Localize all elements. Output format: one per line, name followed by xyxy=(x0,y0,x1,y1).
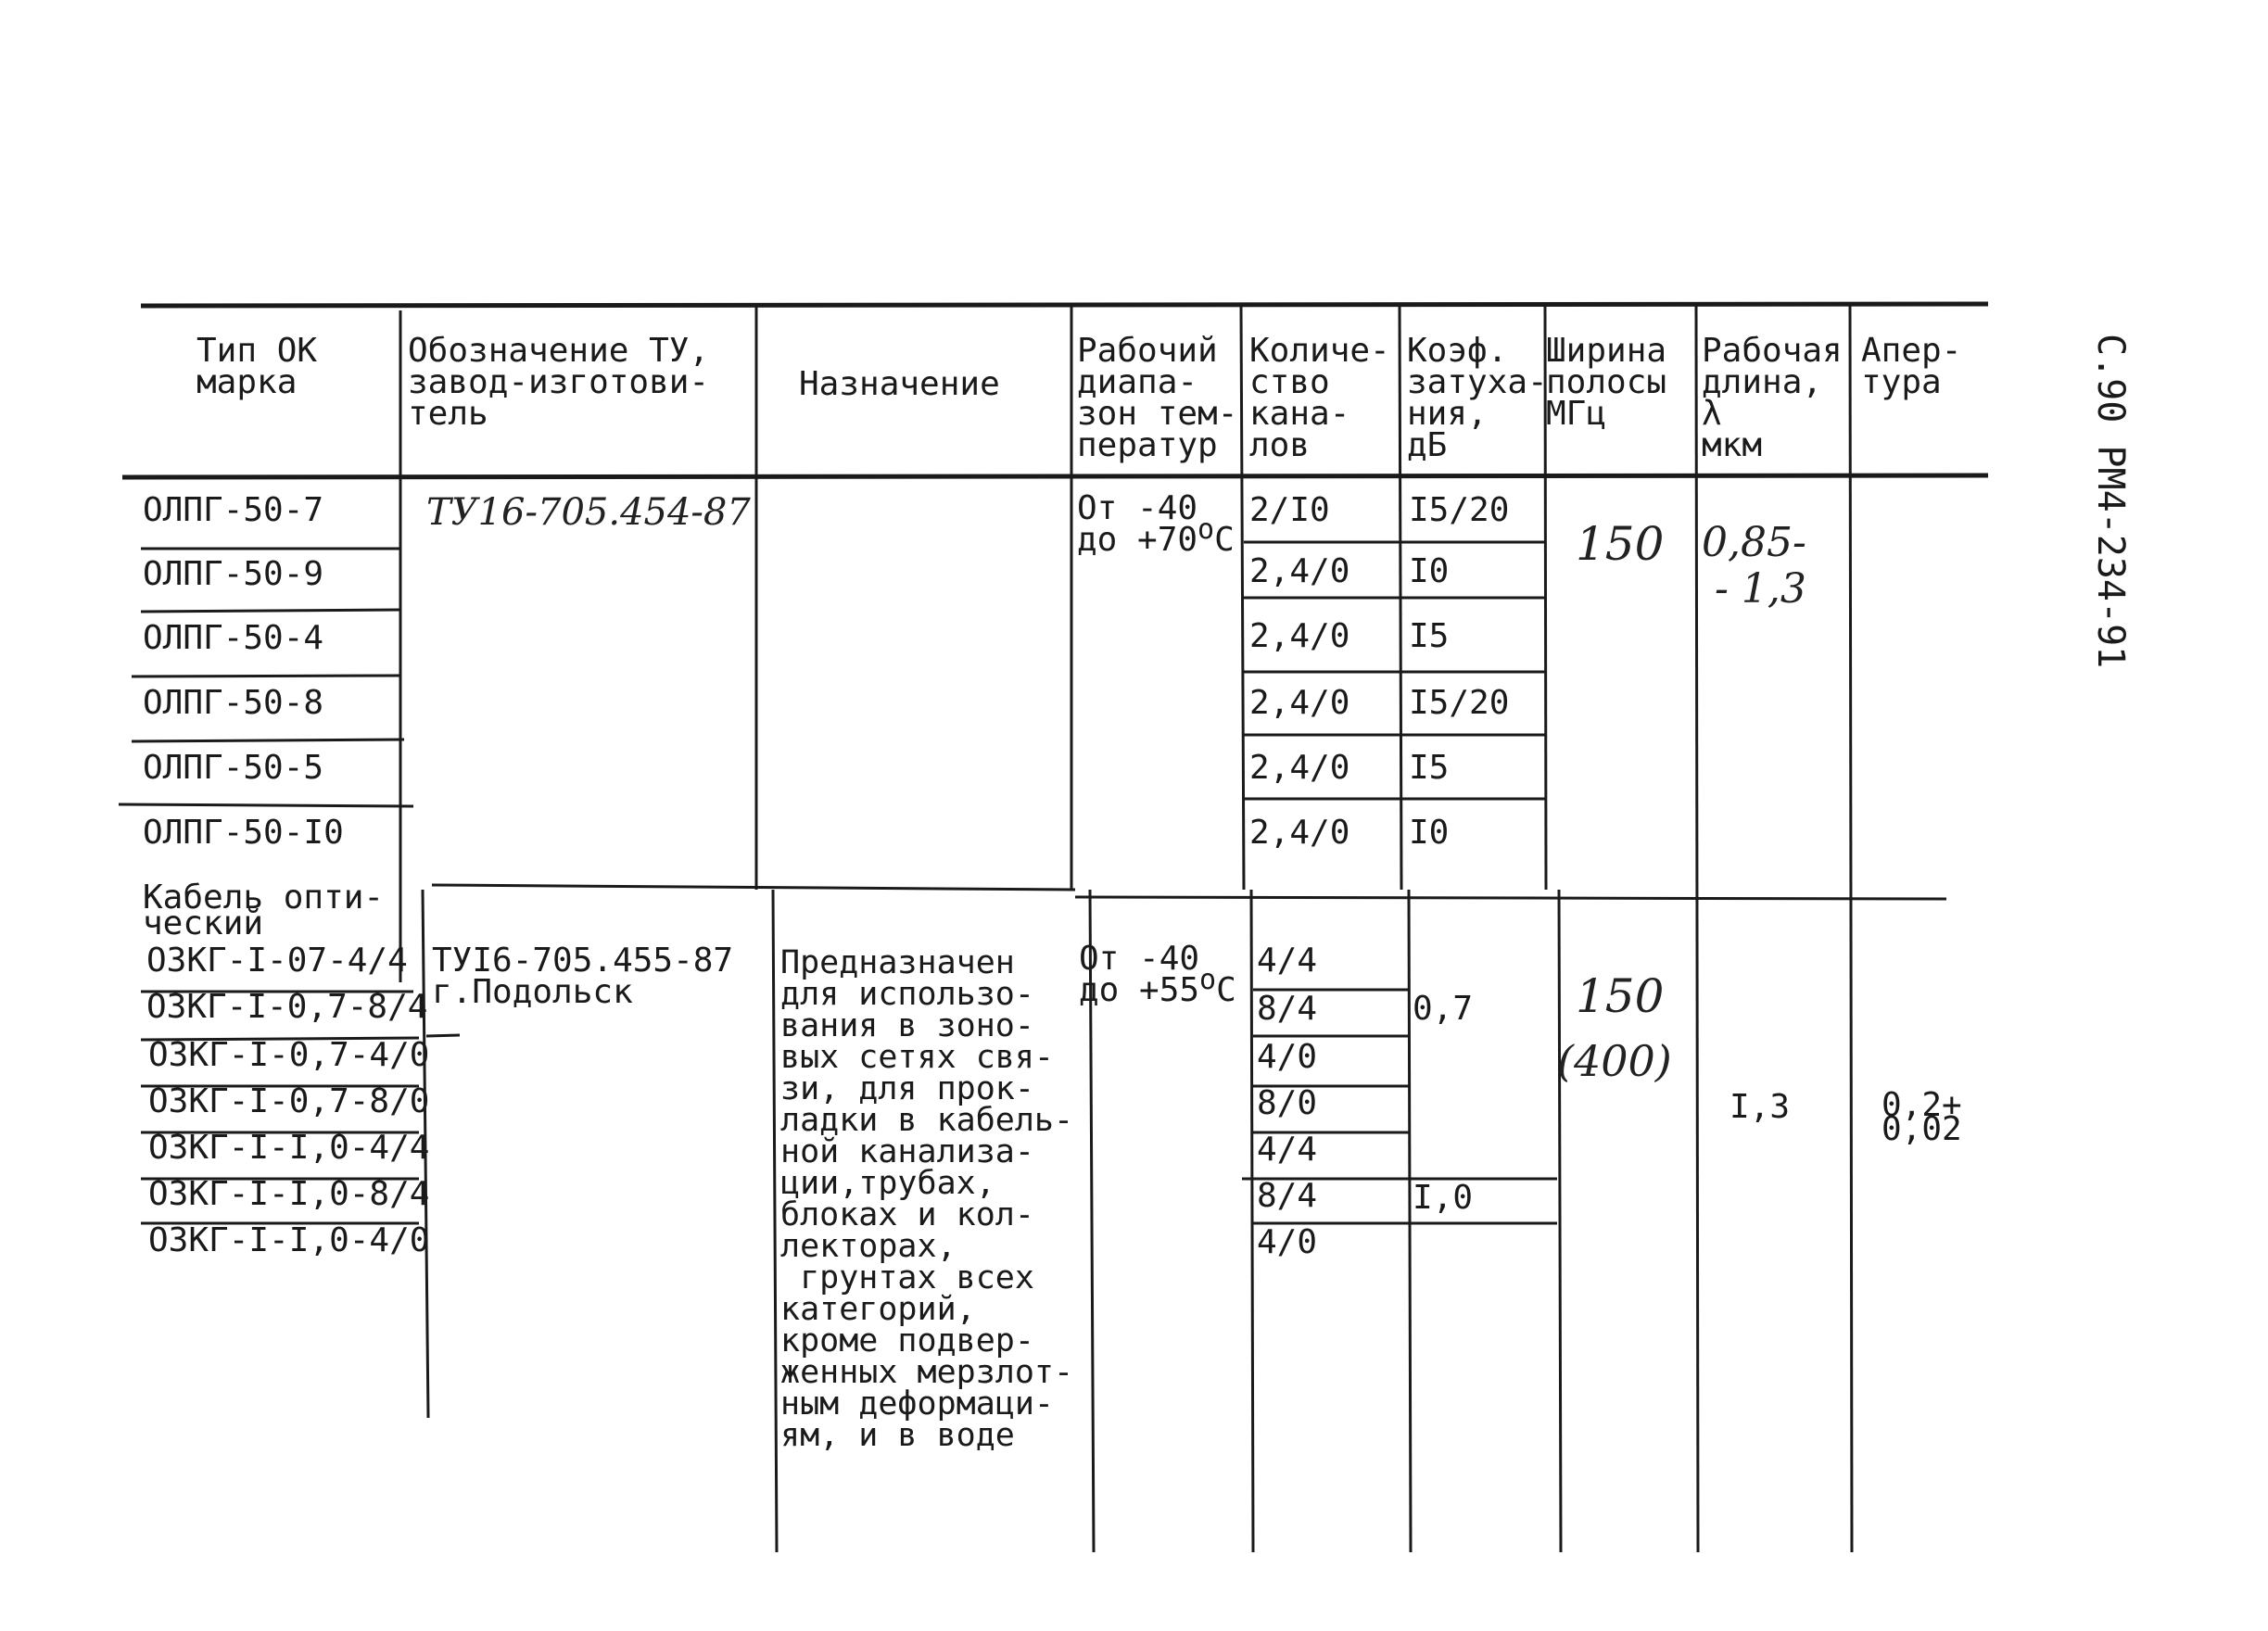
g2-aperture: 0,2+ 0,02 xyxy=(1882,1086,1962,1148)
g1-type-3: ОЛПГ-50-4 xyxy=(143,619,324,657)
g1-channels-3: 2,4/0 xyxy=(1249,617,1350,655)
g2-atten-2: I,0 xyxy=(1413,1179,1474,1217)
g1-atten-6: I0 xyxy=(1409,814,1450,852)
g2-channels-4: 8/0 xyxy=(1257,1084,1318,1122)
header-wavelength: Рабочая длина, λ мкм xyxy=(1702,332,1843,464)
g2-type-4: ОЗКГ-I-0,7-8/0 xyxy=(148,1082,430,1120)
g2-type-7: ОЗКГ-I-I,0-4/0 xyxy=(148,1221,430,1259)
g1-atten-2: I0 xyxy=(1409,552,1450,590)
g1-type-4: ОЛПГ-50-8 xyxy=(143,684,324,722)
g1-channels-5: 2,4/0 xyxy=(1249,749,1350,787)
g1-atten-1: I5/20 xyxy=(1409,491,1510,529)
g2-temp-line1: От -40 xyxy=(1079,940,1200,978)
g2-channels-7: 4/0 xyxy=(1257,1223,1318,1261)
g2-bandwidth-handwritten: 150 xyxy=(1576,969,1665,1023)
header-purpose: Назначение xyxy=(799,365,1000,403)
g2-channels-3: 4/0 xyxy=(1257,1038,1318,1076)
g2-temp-degree: о xyxy=(1199,964,1217,996)
g2-channels-6: 8/4 xyxy=(1257,1177,1318,1215)
g2-type-3: ОЗКГ-I-0,7-4/0 xyxy=(148,1036,430,1074)
g2-channels-2: 8/4 xyxy=(1257,990,1318,1028)
g2-atten-1: 0,7 xyxy=(1413,990,1474,1028)
g1-type-2: ОЛПГ-50-9 xyxy=(143,555,324,593)
g1-tu-handwritten: ТУ16-705.454-87 xyxy=(426,491,751,534)
g1-temp-line2: до +70 xyxy=(1077,521,1198,559)
header-bandwidth: Ширина полосы МГц xyxy=(1546,332,1667,433)
g1-channels-6: 2,4/0 xyxy=(1249,814,1350,852)
g1-channels-4: 2,4/0 xyxy=(1249,684,1350,722)
g1-wavelength-line1: 0,85- xyxy=(1702,519,1806,566)
header-aperture: Апер- тура xyxy=(1861,332,1962,401)
g2-temp-line2: до +55 xyxy=(1079,971,1200,1009)
g1-type-1: ОЛПГ-50-7 xyxy=(143,491,324,529)
header-temp-range: Рабочий диапа- зон тем- ператур xyxy=(1077,332,1238,464)
g2-channels-5: 4/4 xyxy=(1257,1131,1318,1169)
header-tu: Обозначение ТУ, завод-изготови- тель xyxy=(408,332,710,433)
g2-tu: ТУI6-705.455-87 г.Подольск xyxy=(432,942,734,1011)
g2-bandwidth-alt-handwritten: (400) xyxy=(1557,1036,1672,1086)
g1-atten-5: I5 xyxy=(1409,749,1450,787)
g2-type-6: ОЗКГ-I-I,0-8/4 xyxy=(148,1175,430,1213)
g2-purpose: Предназначен для использо- вания в зоно- вых сетях свя- зи, для прок- ладки в кабель- ной канализа- ции,трубах, блоках и кол- лекторах, грунтах всех категорий, кроме подвер- женных мерзлот- ным деформаци- ям, и в воде xyxy=(780,944,1074,1454)
g1-temp-line1: От -40 xyxy=(1077,489,1198,527)
g1-channels-1: 2/I0 xyxy=(1249,491,1330,529)
g1-temp-unit: С xyxy=(1214,521,1235,559)
g1-temp-degree: о xyxy=(1197,513,1215,546)
g1-atten-4: I5/20 xyxy=(1409,684,1510,722)
g2-type-5: ОЗКГ-I-I,0-4/4 xyxy=(148,1129,430,1167)
g1-bandwidth-handwritten: 150 xyxy=(1576,517,1665,571)
g1-channels-2: 2,4/0 xyxy=(1249,552,1350,590)
g1-type-6: ОЛПГ-50-I0 xyxy=(143,814,344,852)
g1-atten-3: I5 xyxy=(1409,617,1450,655)
g2-cable-title: Кабель опти- ческий xyxy=(143,879,385,942)
header-channels: Количе- ство кана- лов xyxy=(1249,332,1390,464)
header-type: Тип ОК марка xyxy=(196,332,318,401)
g2-temp-range xyxy=(1079,940,1236,1009)
g2-wavelength: I,3 xyxy=(1730,1088,1791,1126)
page-code: С.90 РМ4-234-91 xyxy=(2089,334,2132,669)
g2-channels-1: 4/4 xyxy=(1257,942,1318,980)
g2-temp-unit: С xyxy=(1216,971,1236,1009)
g1-wavelength-line2: - 1,3 xyxy=(1715,565,1806,613)
g2-type-2: ОЗКГ-I-0,7-8/4 xyxy=(146,988,428,1026)
g1-type-5: ОЛПГ-50-5 xyxy=(143,749,324,787)
g2-type-1: ОЗКГ-I-07-4/4 xyxy=(146,942,408,980)
header-attenuation: Коэф. затуха- ния, дБ xyxy=(1407,332,1548,464)
g1-temp-range xyxy=(1077,489,1235,559)
